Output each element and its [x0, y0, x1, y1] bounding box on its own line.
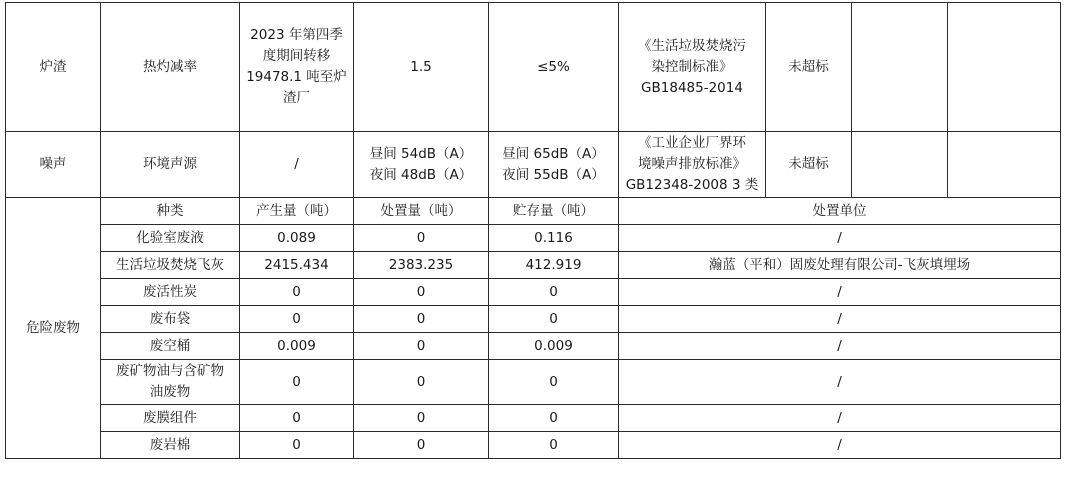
produced-cell: 0	[240, 360, 354, 405]
column-header: 处置量（吨）	[354, 198, 489, 225]
item-cell: 热灼减率	[101, 3, 240, 132]
empty-cell	[948, 3, 1061, 132]
text-line: 夜间 55dB（A）	[502, 166, 605, 183]
table-row	[6, 306, 1061, 333]
empty-cell	[852, 3, 948, 132]
empty-cell	[852, 132, 948, 198]
item-cell: 环境声源	[101, 132, 240, 198]
unit-cell: 瀚蓝（平和）固废处理有限公司-飞灰填埋场	[619, 252, 1061, 279]
table-row	[6, 360, 1061, 405]
text-line: 昼间 65dB（A）	[502, 145, 605, 162]
text-line: 染控制标准》	[651, 58, 733, 75]
produced-cell: 0	[240, 279, 354, 306]
table-row	[6, 279, 1061, 306]
stored-cell: 0	[489, 405, 619, 432]
category-cell: 炉渣	[6, 3, 101, 132]
kind-cell: 生活垃圾焚烧飞灰	[101, 252, 240, 279]
category-cell: 危险废物	[6, 198, 101, 459]
table-row	[6, 252, 1061, 279]
result-cell: 未超标	[766, 3, 852, 132]
standard-cell	[619, 3, 766, 132]
text-line: 19478.1 吨至炉	[246, 69, 347, 85]
stored-cell: 0	[489, 432, 619, 459]
text-line: 2023 年第四季	[250, 27, 343, 43]
text-line: GB18485-2014	[641, 79, 743, 96]
unit-cell: /	[619, 405, 1061, 432]
unit-cell: /	[619, 306, 1061, 333]
measured-cell	[354, 132, 489, 198]
disposed-cell: 0	[354, 333, 489, 360]
kind-cell: 废岩棉	[101, 432, 240, 459]
kind-cell: 废布袋	[101, 306, 240, 333]
limit-cell	[489, 132, 619, 198]
kind-cell	[101, 360, 240, 405]
kind-cell: 废膜组件	[101, 405, 240, 432]
column-header: 处置单位	[619, 198, 1061, 225]
result-cell: 未超标	[766, 132, 852, 198]
produced-cell: 0	[240, 432, 354, 459]
disposed-cell: 0	[354, 306, 489, 333]
text-line: 境噪声排放标准》	[638, 156, 746, 172]
noise-row	[6, 132, 1061, 198]
disposed-cell: 0	[354, 225, 489, 252]
kind-cell: 化验室废液	[101, 225, 240, 252]
table-row	[6, 432, 1061, 459]
stored-cell: 412.919	[489, 252, 619, 279]
actual-cell	[240, 3, 354, 132]
text-line: 渣厂	[283, 90, 310, 106]
disposed-cell: 0	[354, 279, 489, 306]
stored-cell: 0	[489, 306, 619, 333]
unit-cell: /	[619, 279, 1061, 306]
actual-cell: /	[240, 132, 354, 198]
column-header: 产生量（吨）	[240, 198, 354, 225]
standard-cell	[619, 132, 766, 198]
disposed-cell: 0	[354, 360, 489, 405]
text-line: 夜间 48dB（A）	[369, 166, 473, 183]
disposed-cell: 0	[354, 432, 489, 459]
produced-cell: 0	[240, 405, 354, 432]
empty-cell	[948, 132, 1061, 198]
hazardous-header-row	[6, 198, 1061, 225]
produced-cell: 0	[240, 306, 354, 333]
column-header: 贮存量（吨）	[489, 198, 619, 225]
text-line: 油废物	[149, 384, 191, 400]
produced-cell: 0.089	[240, 225, 354, 252]
limit-cell: ≤5%	[489, 3, 619, 132]
produced-cell: 2415.434	[240, 252, 354, 279]
kind-cell: 废活性炭	[101, 279, 240, 306]
text-line: 废矿物油与含矿物	[116, 363, 224, 379]
table-row	[6, 405, 1061, 432]
text-line: 度期间转移	[262, 48, 331, 64]
unit-cell: /	[619, 225, 1061, 252]
table-row	[6, 333, 1061, 360]
slag-row	[6, 3, 1061, 132]
disposed-cell: 0	[354, 405, 489, 432]
unit-cell: /	[619, 432, 1061, 459]
unit-cell: /	[619, 333, 1061, 360]
stored-cell: 0.009	[489, 333, 619, 360]
measured-cell: 1.5	[354, 3, 489, 132]
text-line: 《工业企业厂界环	[638, 135, 746, 151]
category-cell: 噪声	[6, 132, 101, 198]
monitoring-table	[5, 2, 1061, 459]
stored-cell: 0	[489, 279, 619, 306]
text-line: GB12348-2008 3 类	[625, 177, 759, 193]
table-row	[6, 225, 1061, 252]
produced-cell: 0.009	[240, 333, 354, 360]
disposed-cell: 2383.235	[354, 252, 489, 279]
column-header: 种类	[101, 198, 240, 225]
kind-cell: 废空桶	[101, 333, 240, 360]
text-line: 《生活垃圾焚烧污	[638, 37, 746, 54]
text-line: 昼间 54dB（A）	[369, 145, 473, 162]
stored-cell: 0	[489, 360, 619, 405]
unit-cell: /	[619, 360, 1061, 405]
stored-cell: 0.116	[489, 225, 619, 252]
